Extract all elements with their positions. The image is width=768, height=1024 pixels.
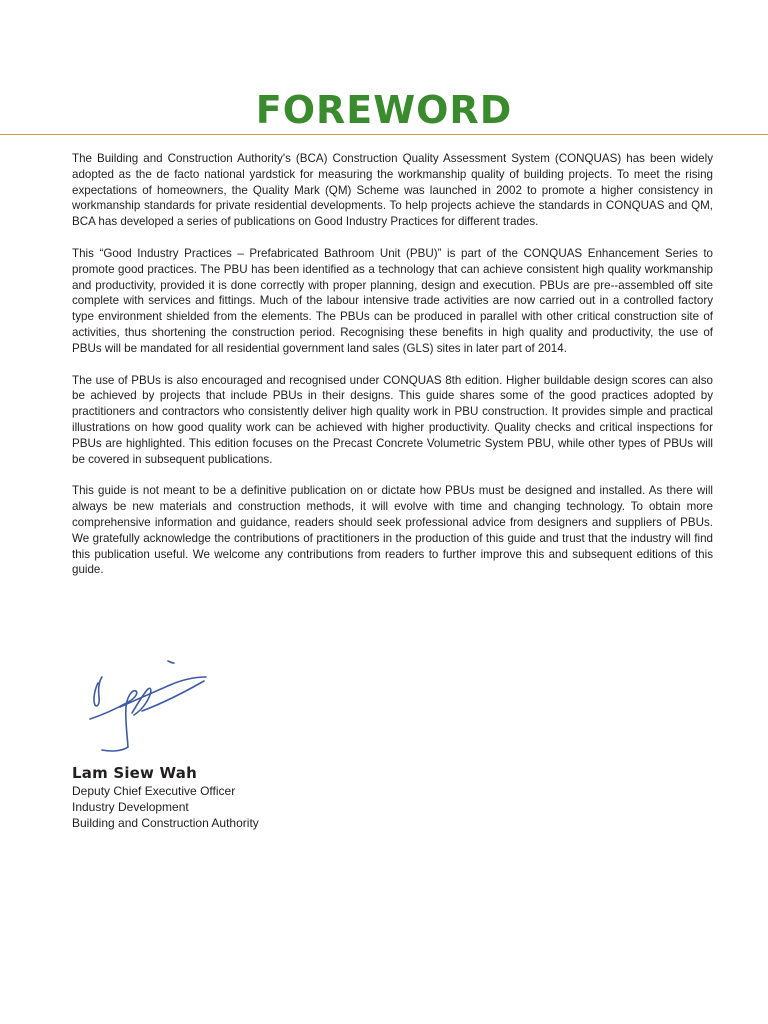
paragraph-2: This “Good Industry Practices – Prefabricated Bathroom Unit (PBU)” is part of the CONQUAS Enhancement Series to promote good practices. The PBU has been identified as a technology that can achieve consistent high quality workmanship and productivity, provided it is done correctly with proper planning, design and execution. PBUs are pre--assembled off site complete with services and fittings. Much of the labour intensive trade activities are now carried out in a controlled factory type environment shielded from the elements. The PBUs can be produced in parallel with other critical construction site of activities, thus shortening the construction period. Recognising these benefits in high quality and productivity, the use of PBUs will be mandated for all residential government land sales (GLS) sites in later part of 2014. <box>72 246 713 355</box>
signer-name: Lam Siew Wah <box>72 764 197 782</box>
signer-organisation: Building and Construction Authority <box>72 816 259 830</box>
signature-image <box>72 655 212 755</box>
title-divider <box>0 134 768 135</box>
signature-icon <box>72 655 212 755</box>
signer-block <box>72 763 259 831</box>
paragraph-4: This guide is not meant to be a definitive publication on or dictate how PBUs must be designed and installed. As there will always be new materials and construction methods, it will evolve with time and changing technology. To obtain more comprehensive information and guidance, readers should seek professional advice from designers and suppliers of PBUs. We gratefully acknowledge the contributions of practitioners in the production of this guide and trust that the industry will find this publication useful. We welcome any contributions from readers to further improve this and subsequent editions of this guide. <box>72 484 713 577</box>
signer-department: Industry Development <box>72 800 189 814</box>
paragraph-3: The use of PBUs is also encouraged and recognised under CONQUAS 8th edition. Higher buildable design scores can also be achieved by projects that include PBUs in their designs. This guide shares some of the good practices adopted by practitioners and contractors who consistently deliver high quality work in PBU construction. It provides simple and practical illustrations on how good quality work can be achieved with higher productivity. Quality checks and critical inspections for PBUs are highlighted. This edition focuses on the Precast Concrete Volumetric System PBU, while other types of PBUs will be covered in subsequent publications. <box>72 373 713 466</box>
foreword-body <box>72 151 713 594</box>
paragraph-1: The Building and Construction Authority's (BCA) Construction Quality Assessment System (CONQUAS) has been widely adopted as the de facto national yardstick for measuring the workmanship quality of building projects. To meet the rising expectations of homeowners, the Quality Mark (QM) Scheme was launched in 2002 to promote a higher consistency in workmanship standards for private residential developments. To help projects achieve the standards in CONQUAS and QM, BCA has developed a series of publications on Good Industry Practices for different trades. <box>72 152 713 229</box>
signer-title: Deputy Chief Executive Officer <box>72 784 236 798</box>
page-title: FOREWORD <box>255 88 513 132</box>
